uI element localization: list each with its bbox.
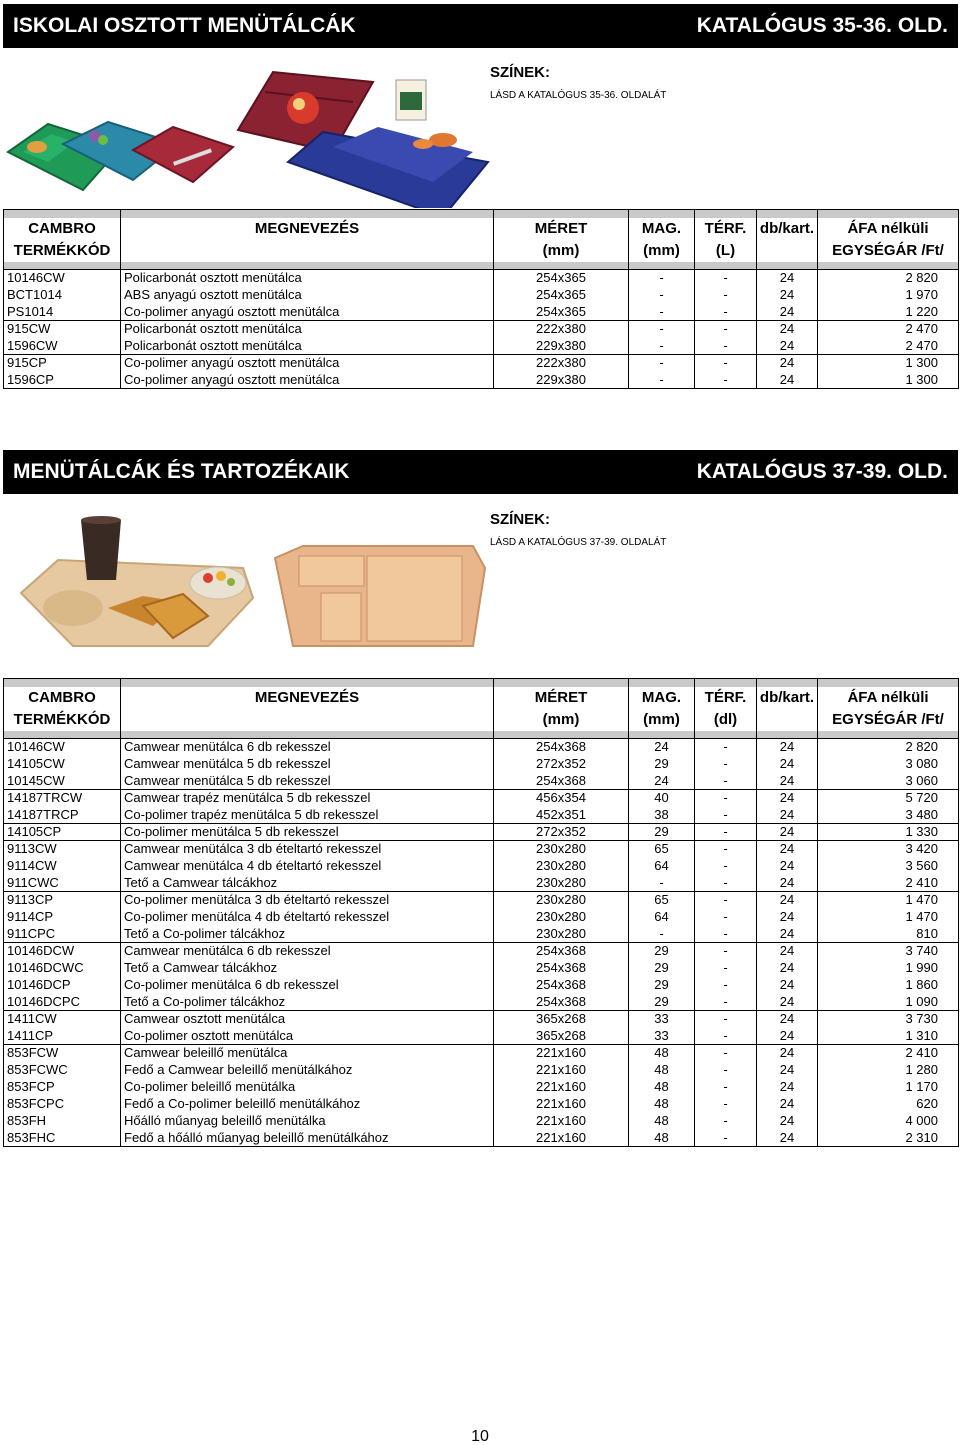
cell-price: 2 820 (818, 270, 959, 287)
cell-size: 272x352 (494, 824, 629, 841)
cell-size: 365x268 (494, 1011, 629, 1028)
cell-size: 221x160 (494, 1096, 629, 1113)
cell-height: 65 (629, 841, 695, 858)
cell-pack: 24 (757, 994, 818, 1011)
cell-volume: - (695, 909, 757, 926)
table-row (4, 977, 959, 994)
section2-catalog-ref: KATALÓGUS 37-39. OLD. (696, 460, 948, 483)
cell-name: Camwear menütálca 6 db rekesszel (121, 739, 494, 756)
cell-size: 230x280 (494, 909, 629, 926)
cell-volume: - (695, 338, 757, 355)
cell-size: 221x160 (494, 1045, 629, 1062)
cell-pack: 24 (757, 824, 818, 841)
cell-price: 2 820 (818, 739, 959, 756)
table-row (4, 338, 959, 355)
table-row (4, 790, 959, 807)
section2-colors-label: SZÍNEK: (490, 511, 550, 528)
cell-height: - (629, 338, 695, 355)
cell-code: 9114CP (4, 909, 121, 926)
section2-title-band (3, 450, 958, 494)
cell-pack: 24 (757, 1028, 818, 1045)
cell-code: 853FCPC (4, 1096, 121, 1113)
cell-name: Co-polimer beleillő menütálka (121, 1079, 494, 1096)
cell-height: 48 (629, 1113, 695, 1130)
cell-price: 2 410 (818, 875, 959, 892)
cell-name: Co-polimer anyagú osztott menütálca (121, 372, 494, 389)
cell-name: Camwear osztott menütálca (121, 1011, 494, 1028)
table-row (4, 287, 959, 304)
cell-pack: 24 (757, 321, 818, 338)
cell-volume: - (695, 756, 757, 773)
section2-product-photo (3, 498, 490, 676)
cell-height: 33 (629, 1011, 695, 1028)
cell-name: Co-polimer menütálca 3 db ételtartó rekesszel (121, 892, 494, 909)
cell-price: 1 300 (818, 355, 959, 372)
cell-volume: - (695, 1062, 757, 1079)
cell-size: 221x160 (494, 1062, 629, 1079)
table-row (4, 304, 959, 321)
cell-price: 1 170 (818, 1079, 959, 1096)
cell-price: 3 560 (818, 858, 959, 875)
cell-height: 24 (629, 773, 695, 790)
cell-name: Tető a Co-polimer tálcákhoz (121, 926, 494, 943)
col-header-height-unit: (mm) (629, 240, 695, 262)
cell-code: PS1014 (4, 304, 121, 321)
table-row (4, 321, 959, 338)
cell-height: 48 (629, 1079, 695, 1096)
col-header-size: MÉRET (494, 687, 629, 709)
section1-product-photo (3, 52, 490, 208)
col-header-size: MÉRET (494, 218, 629, 240)
cell-size: 229x380 (494, 338, 629, 355)
cell-code: 853FCW (4, 1045, 121, 1062)
cell-name: Co-polimer trapéz menütálca 5 db rekesszel (121, 807, 494, 824)
cell-size: 254x365 (494, 270, 629, 287)
cell-volume: - (695, 1079, 757, 1096)
cell-code: 911CWC (4, 875, 121, 892)
cell-volume: - (695, 270, 757, 287)
col-header-size-unit: (mm) (494, 240, 629, 262)
cell-pack: 24 (757, 1062, 818, 1079)
cell-volume: - (695, 977, 757, 994)
cell-pack: 24 (757, 977, 818, 994)
cell-pack: 24 (757, 1113, 818, 1130)
cell-name: Fedő a Camwear beleillő menütálkához (121, 1062, 494, 1079)
table-row (4, 926, 959, 943)
table-row (4, 841, 959, 858)
cell-volume: - (695, 372, 757, 389)
cell-height: 24 (629, 739, 695, 756)
table-row (4, 858, 959, 875)
cell-volume: - (695, 1096, 757, 1113)
cell-size: 230x280 (494, 858, 629, 875)
cell-volume: - (695, 304, 757, 321)
cell-price: 1 990 (818, 960, 959, 977)
cell-pack: 24 (757, 304, 818, 321)
table-row (4, 1011, 959, 1028)
cell-code: 10145CW (4, 773, 121, 790)
cell-size: 230x280 (494, 875, 629, 892)
cell-name: Fedő a hőálló műanyag beleillő menütálkához (121, 1130, 494, 1147)
cell-pack: 24 (757, 926, 818, 943)
cell-name: Camwear beleillő menütálca (121, 1045, 494, 1062)
cell-pack: 24 (757, 372, 818, 389)
cell-name: Camwear menütálca 3 db ételtartó rekesszel (121, 841, 494, 858)
cell-height: 40 (629, 790, 695, 807)
cell-code: 14187TRCW (4, 790, 121, 807)
cell-name: Tető a Camwear tálcákhoz (121, 875, 494, 892)
cell-volume: - (695, 841, 757, 858)
cell-pack: 24 (757, 739, 818, 756)
section1-price-table (3, 209, 959, 389)
col-header-name: MEGNEVEZÉS (121, 687, 494, 709)
table-row (4, 1096, 959, 1113)
table-row (4, 1028, 959, 1045)
table-row (4, 943, 959, 960)
cell-pack: 24 (757, 1079, 818, 1096)
table-row (4, 372, 959, 389)
cell-price: 1 860 (818, 977, 959, 994)
section1-colors-note: LÁSD A KATALÓGUS 35-36. OLDALÁT (490, 90, 667, 101)
cell-name: Hőálló műanyag beleillő menütálka (121, 1113, 494, 1130)
cell-height: 29 (629, 977, 695, 994)
cell-volume: - (695, 739, 757, 756)
cell-size: 229x380 (494, 372, 629, 389)
cell-price: 3 730 (818, 1011, 959, 1028)
cell-pack: 24 (757, 790, 818, 807)
col-header-code: CAMBRO (4, 687, 121, 709)
cell-pack: 24 (757, 909, 818, 926)
cell-code: 853FHC (4, 1130, 121, 1147)
col-header-volume: TÉRF. (695, 218, 757, 240)
section2-colors-note: LÁSD A KATALÓGUS 37-39. OLDALÁT (490, 537, 667, 548)
col-header-height: MAG. (629, 218, 695, 240)
cell-size: 365x268 (494, 1028, 629, 1045)
cell-name: Camwear menütálca 6 db rekesszel (121, 943, 494, 960)
cell-volume: - (695, 355, 757, 372)
col-header-price: ÁFA nélküli (818, 218, 959, 240)
cell-size: 254x365 (494, 304, 629, 321)
col-header-pack: db/kart. (757, 218, 818, 240)
cell-price: 620 (818, 1096, 959, 1113)
cell-name: Camwear menütálca 5 db rekesszel (121, 773, 494, 790)
table-row (4, 1079, 959, 1096)
cell-volume: - (695, 943, 757, 960)
cell-volume: - (695, 994, 757, 1011)
cell-size: 221x160 (494, 1130, 629, 1147)
cell-price: 5 720 (818, 790, 959, 807)
cell-code: 915CP (4, 355, 121, 372)
cell-name: ABS anyagú osztott menütálca (121, 287, 494, 304)
cell-volume: - (695, 892, 757, 909)
col-header-price-sub: EGYSÉGÁR /Ft/ (818, 240, 959, 262)
cell-pack: 24 (757, 1045, 818, 1062)
cell-code: 14105CP (4, 824, 121, 841)
cell-name: Co-polimer menütálca 4 db ételtartó rekesszel (121, 909, 494, 926)
cell-pack: 24 (757, 287, 818, 304)
col-header-code: CAMBRO (4, 218, 121, 240)
cell-price: 3 740 (818, 943, 959, 960)
cell-price: 3 060 (818, 773, 959, 790)
cell-code: 853FCWC (4, 1062, 121, 1079)
col-header-pack: db/kart. (757, 687, 818, 709)
table-row (4, 1062, 959, 1079)
cell-height: 64 (629, 858, 695, 875)
col-header-price: ÁFA nélküli (818, 687, 959, 709)
cell-pack: 24 (757, 1130, 818, 1147)
cell-size: 254x368 (494, 960, 629, 977)
cell-height: 29 (629, 756, 695, 773)
cell-pack: 24 (757, 1011, 818, 1028)
cell-volume: - (695, 960, 757, 977)
table-row (4, 1130, 959, 1147)
cell-code: 10146DCPC (4, 994, 121, 1011)
cell-height: 33 (629, 1028, 695, 1045)
cell-pack: 24 (757, 892, 818, 909)
cell-volume: - (695, 875, 757, 892)
cell-code: 1596CW (4, 338, 121, 355)
table-row (4, 756, 959, 773)
col-header-volume: TÉRF. (695, 687, 757, 709)
col-header-height: MAG. (629, 687, 695, 709)
cell-code: 1411CP (4, 1028, 121, 1045)
cell-volume: - (695, 287, 757, 304)
cell-name: Policarbonát osztott menütálca (121, 338, 494, 355)
cell-volume: - (695, 926, 757, 943)
cell-price: 2 470 (818, 321, 959, 338)
cell-name: Co-polimer osztott menütálca (121, 1028, 494, 1045)
col-header-code-sub: TERMÉKKÓD (4, 709, 121, 731)
cell-size: 230x280 (494, 841, 629, 858)
cell-pack: 24 (757, 960, 818, 977)
section1-title: ISKOLAI OSZTOTT MENÜTÁLCÁK (13, 14, 356, 37)
cell-volume: - (695, 1045, 757, 1062)
table-row (4, 739, 959, 756)
cell-code: 9113CP (4, 892, 121, 909)
cell-pack: 24 (757, 875, 818, 892)
cell-height: 38 (629, 807, 695, 824)
cell-size: 254x368 (494, 977, 629, 994)
cell-name: Co-polimer anyagú osztott menütálca (121, 355, 494, 372)
cell-pack: 24 (757, 270, 818, 287)
cell-size: 254x368 (494, 994, 629, 1011)
cell-name: Policarbonát osztott menütálca (121, 270, 494, 287)
cell-price: 1 330 (818, 824, 959, 841)
cell-height: - (629, 372, 695, 389)
col-header-volume-unit: (L) (695, 240, 757, 262)
cell-code: 915CW (4, 321, 121, 338)
cell-size: 452x351 (494, 807, 629, 824)
cell-pack: 24 (757, 1096, 818, 1113)
section1-colors-info (490, 64, 666, 101)
table-row (4, 1113, 959, 1130)
cell-size: 222x380 (494, 355, 629, 372)
cell-volume: - (695, 824, 757, 841)
cell-size: 230x280 (494, 926, 629, 943)
cell-name: Co-polimer menütálca 6 db rekesszel (121, 977, 494, 994)
cell-height: 48 (629, 1096, 695, 1113)
cell-code: 9114CW (4, 858, 121, 875)
table-row (4, 355, 959, 372)
cell-size: 254x368 (494, 773, 629, 790)
cell-price: 2 310 (818, 1130, 959, 1147)
col-header-volume-unit: (dl) (695, 709, 757, 731)
cell-name: Policarbonát osztott menütálca (121, 321, 494, 338)
cell-price: 1 090 (818, 994, 959, 1011)
cell-code: 14105CW (4, 756, 121, 773)
cell-volume: - (695, 1113, 757, 1130)
table-row (4, 994, 959, 1011)
cell-size: 221x160 (494, 1113, 629, 1130)
school-trays-illustration (3, 52, 490, 208)
cell-height: 64 (629, 909, 695, 926)
cell-name: Camwear menütálca 4 db ételtartó rekesszel (121, 858, 494, 875)
cell-height: - (629, 875, 695, 892)
table-row (4, 909, 959, 926)
cell-name: Tető a Camwear tálcákhoz (121, 960, 494, 977)
cell-price: 2 470 (818, 338, 959, 355)
cell-height: 29 (629, 824, 695, 841)
cell-code: 1411CW (4, 1011, 121, 1028)
cell-volume: - (695, 1130, 757, 1147)
cell-size: 230x280 (494, 892, 629, 909)
table-row (4, 773, 959, 790)
section2-title: MENÜTÁLCÁK ÉS TARTOZÉKAIK (13, 460, 350, 483)
cell-price: 1 310 (818, 1028, 959, 1045)
cell-pack: 24 (757, 773, 818, 790)
cell-size: 254x365 (494, 287, 629, 304)
cell-code: 10146CW (4, 739, 121, 756)
cell-code: 911CPC (4, 926, 121, 943)
cell-volume: - (695, 773, 757, 790)
col-header-price-sub: EGYSÉGÁR /Ft/ (818, 709, 959, 731)
table-row (4, 1045, 959, 1062)
cell-code: 10146DCW (4, 943, 121, 960)
cell-code: 853FH (4, 1113, 121, 1130)
cell-code: 10146CW (4, 270, 121, 287)
cell-height: - (629, 287, 695, 304)
cell-name: Camwear menütálca 5 db rekesszel (121, 756, 494, 773)
cell-size: 221x160 (494, 1079, 629, 1096)
cell-volume: - (695, 807, 757, 824)
cell-name: Co-polimer menütálca 5 db rekesszel (121, 824, 494, 841)
col-header-size-unit: (mm) (494, 709, 629, 731)
cell-height: 48 (629, 1062, 695, 1079)
cell-name: Co-polimer anyagú osztott menütálca (121, 304, 494, 321)
table-row (4, 960, 959, 977)
cell-height: - (629, 321, 695, 338)
cell-name: Tető a Co-polimer tálcákhoz (121, 994, 494, 1011)
cell-height: 29 (629, 943, 695, 960)
cell-pack: 24 (757, 841, 818, 858)
cell-pack: 24 (757, 756, 818, 773)
cell-height: - (629, 926, 695, 943)
cell-price: 810 (818, 926, 959, 943)
cell-pack: 24 (757, 355, 818, 372)
cell-size: 456x354 (494, 790, 629, 807)
cell-pack: 24 (757, 943, 818, 960)
table-row (4, 824, 959, 841)
cell-height: - (629, 304, 695, 321)
cell-name: Camwear trapéz menütálca 5 db rekesszel (121, 790, 494, 807)
col-header-name: MEGNEVEZÉS (121, 218, 494, 240)
cell-name: Fedő a Co-polimer beleillő menütálkához (121, 1096, 494, 1113)
section1-colors-label: SZÍNEK: (490, 64, 550, 81)
cell-price: 2 410 (818, 1045, 959, 1062)
cell-height: 65 (629, 892, 695, 909)
cell-price: 4 000 (818, 1113, 959, 1130)
cell-price: 3 480 (818, 807, 959, 824)
cell-code: 853FCP (4, 1079, 121, 1096)
cell-code: 10146DCP (4, 977, 121, 994)
cell-code: 10146DCWC (4, 960, 121, 977)
cell-size: 254x368 (494, 943, 629, 960)
section2-colors-info (490, 511, 666, 548)
cell-code: 1596CP (4, 372, 121, 389)
cell-pack: 24 (757, 338, 818, 355)
cell-price: 1 220 (818, 304, 959, 321)
cell-size: 222x380 (494, 321, 629, 338)
cell-volume: - (695, 1011, 757, 1028)
col-header-height-unit: (mm) (629, 709, 695, 731)
table-row (4, 807, 959, 824)
trays-accessories-illustration (3, 498, 490, 676)
cell-code: 14187TRCP (4, 807, 121, 824)
cell-price: 3 420 (818, 841, 959, 858)
table-row (4, 875, 959, 892)
cell-pack: 24 (757, 807, 818, 824)
cell-height: - (629, 270, 695, 287)
cell-height: 29 (629, 960, 695, 977)
cell-height: 29 (629, 994, 695, 1011)
cell-price: 1 470 (818, 892, 959, 909)
cell-price: 1 280 (818, 1062, 959, 1079)
cell-height: 48 (629, 1045, 695, 1062)
cell-volume: - (695, 790, 757, 807)
table-row (4, 892, 959, 909)
cell-height: 48 (629, 1130, 695, 1147)
section2-price-table (3, 678, 959, 1147)
cell-code: 9113CW (4, 841, 121, 858)
section1-title-band (3, 4, 958, 48)
cell-volume: - (695, 1028, 757, 1045)
cell-price: 1 470 (818, 909, 959, 926)
cell-price: 1 300 (818, 372, 959, 389)
cell-volume: - (695, 858, 757, 875)
cell-size: 272x352 (494, 756, 629, 773)
table-row (4, 270, 959, 287)
cell-price: 1 970 (818, 287, 959, 304)
col-header-code-sub: TERMÉKKÓD (4, 240, 121, 262)
section1-catalog-ref: KATALÓGUS 35-36. OLD. (696, 14, 948, 37)
page-number: 10 (471, 1428, 489, 1445)
cell-pack: 24 (757, 858, 818, 875)
cell-volume: - (695, 321, 757, 338)
cell-price: 3 080 (818, 756, 959, 773)
cell-code: BCT1014 (4, 287, 121, 304)
cell-size: 254x368 (494, 739, 629, 756)
cell-height: - (629, 355, 695, 372)
